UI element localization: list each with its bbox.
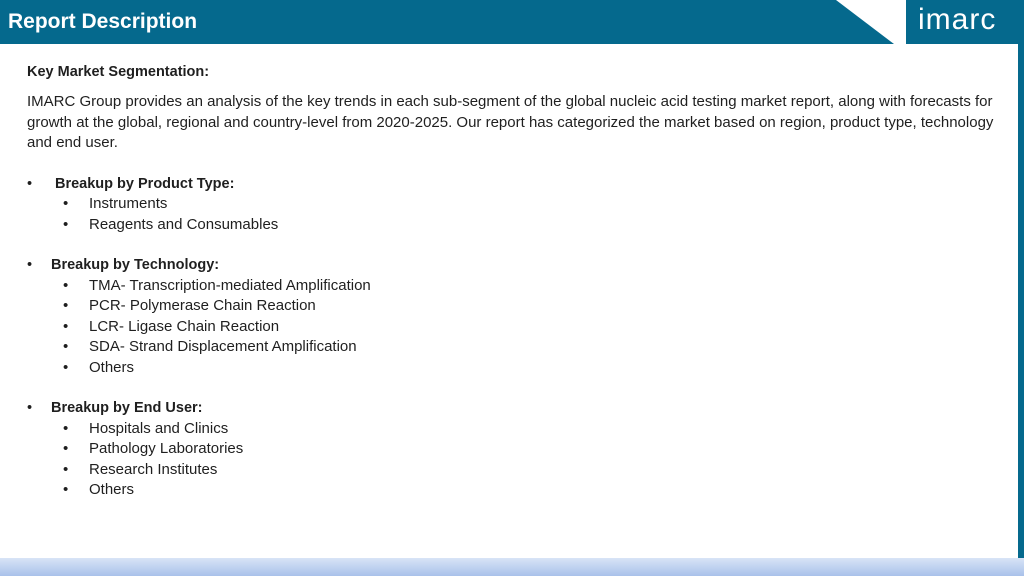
bullet-icon: • [63, 358, 69, 376]
list-item-label: LCR- Ligase Chain Reaction [89, 317, 280, 335]
segment-heading-label: Breakup by End User: [51, 400, 203, 416]
segment-heading [27, 174, 1012, 195]
list-item [27, 276, 1012, 297]
bullet-icon: • [63, 440, 69, 457]
segment-heading [27, 255, 1012, 276]
bullet-icon: • [27, 175, 33, 192]
header-wedge-decoration [836, 0, 896, 44]
list-item [27, 480, 1012, 501]
list-item-label: Others [89, 358, 135, 376]
imarc-logo-text: imarc [918, 3, 997, 36]
list-item [27, 439, 1012, 460]
list-item [27, 194, 1012, 215]
bullet-icon: • [63, 297, 69, 314]
list-item [27, 317, 1012, 338]
segment-heading-label: Breakup by Technology: [51, 257, 220, 273]
segment-list [27, 194, 1012, 235]
list-item-label: Instruments [89, 195, 168, 212]
list-item [27, 296, 1012, 317]
bullet-icon: • [63, 419, 69, 437]
list-item-label: Hospitals and Clinics [89, 419, 229, 437]
list-item-label: PCR- Polymerase Chain Reaction [89, 297, 316, 314]
bullet-icon: • [63, 481, 69, 498]
segment-list [27, 419, 1012, 501]
footer-bar [0, 558, 1024, 576]
page-title: Report Description [8, 10, 198, 33]
bullet-icon: • [63, 276, 69, 294]
list-item-label: SDA- Strand Displacement Amplification [89, 338, 357, 355]
bullet-icon: • [27, 257, 33, 273]
list-item-label: Pathology Laboratories [89, 440, 244, 457]
segment-group-end-user [27, 398, 1012, 501]
logo-separator [896, 0, 906, 44]
segment-group-technology [27, 255, 1012, 378]
bullet-icon: • [63, 195, 69, 212]
segment-group-product-type [27, 174, 1012, 236]
bullet-icon: • [63, 215, 69, 233]
list-item [27, 419, 1012, 440]
bullet-icon: • [63, 460, 69, 478]
list-item [27, 337, 1012, 358]
list-item-label: Research Institutes [89, 460, 218, 478]
segment-heading [27, 398, 1012, 419]
list-item [27, 460, 1012, 481]
report-content [27, 62, 1012, 501]
list-item-label: TMA- Transcription-mediated Amplification [89, 276, 371, 294]
section-heading: Key Market Segmentation: [27, 64, 210, 80]
list-item [27, 215, 1012, 236]
segment-heading-label: Breakup by Product Type: [55, 175, 235, 192]
list-item-label: Reagents and Consumables [89, 215, 279, 233]
list-item [27, 358, 1012, 379]
segment-list [27, 276, 1012, 379]
list-item-label: Others [89, 481, 135, 498]
right-edge-rule [1018, 44, 1024, 558]
bullet-icon: • [27, 400, 33, 416]
intro-paragraph: IMARC Group provides an analysis of the key trends in each sub-segment of the global nucleic acid testing market report, along with forecasts for growth at the global, regional and country-level from 2020-2025. Our report has categorized the market based on region, product type, technology and end user. [27, 93, 994, 151]
bullet-icon: • [63, 317, 69, 335]
bullet-icon: • [63, 338, 69, 355]
